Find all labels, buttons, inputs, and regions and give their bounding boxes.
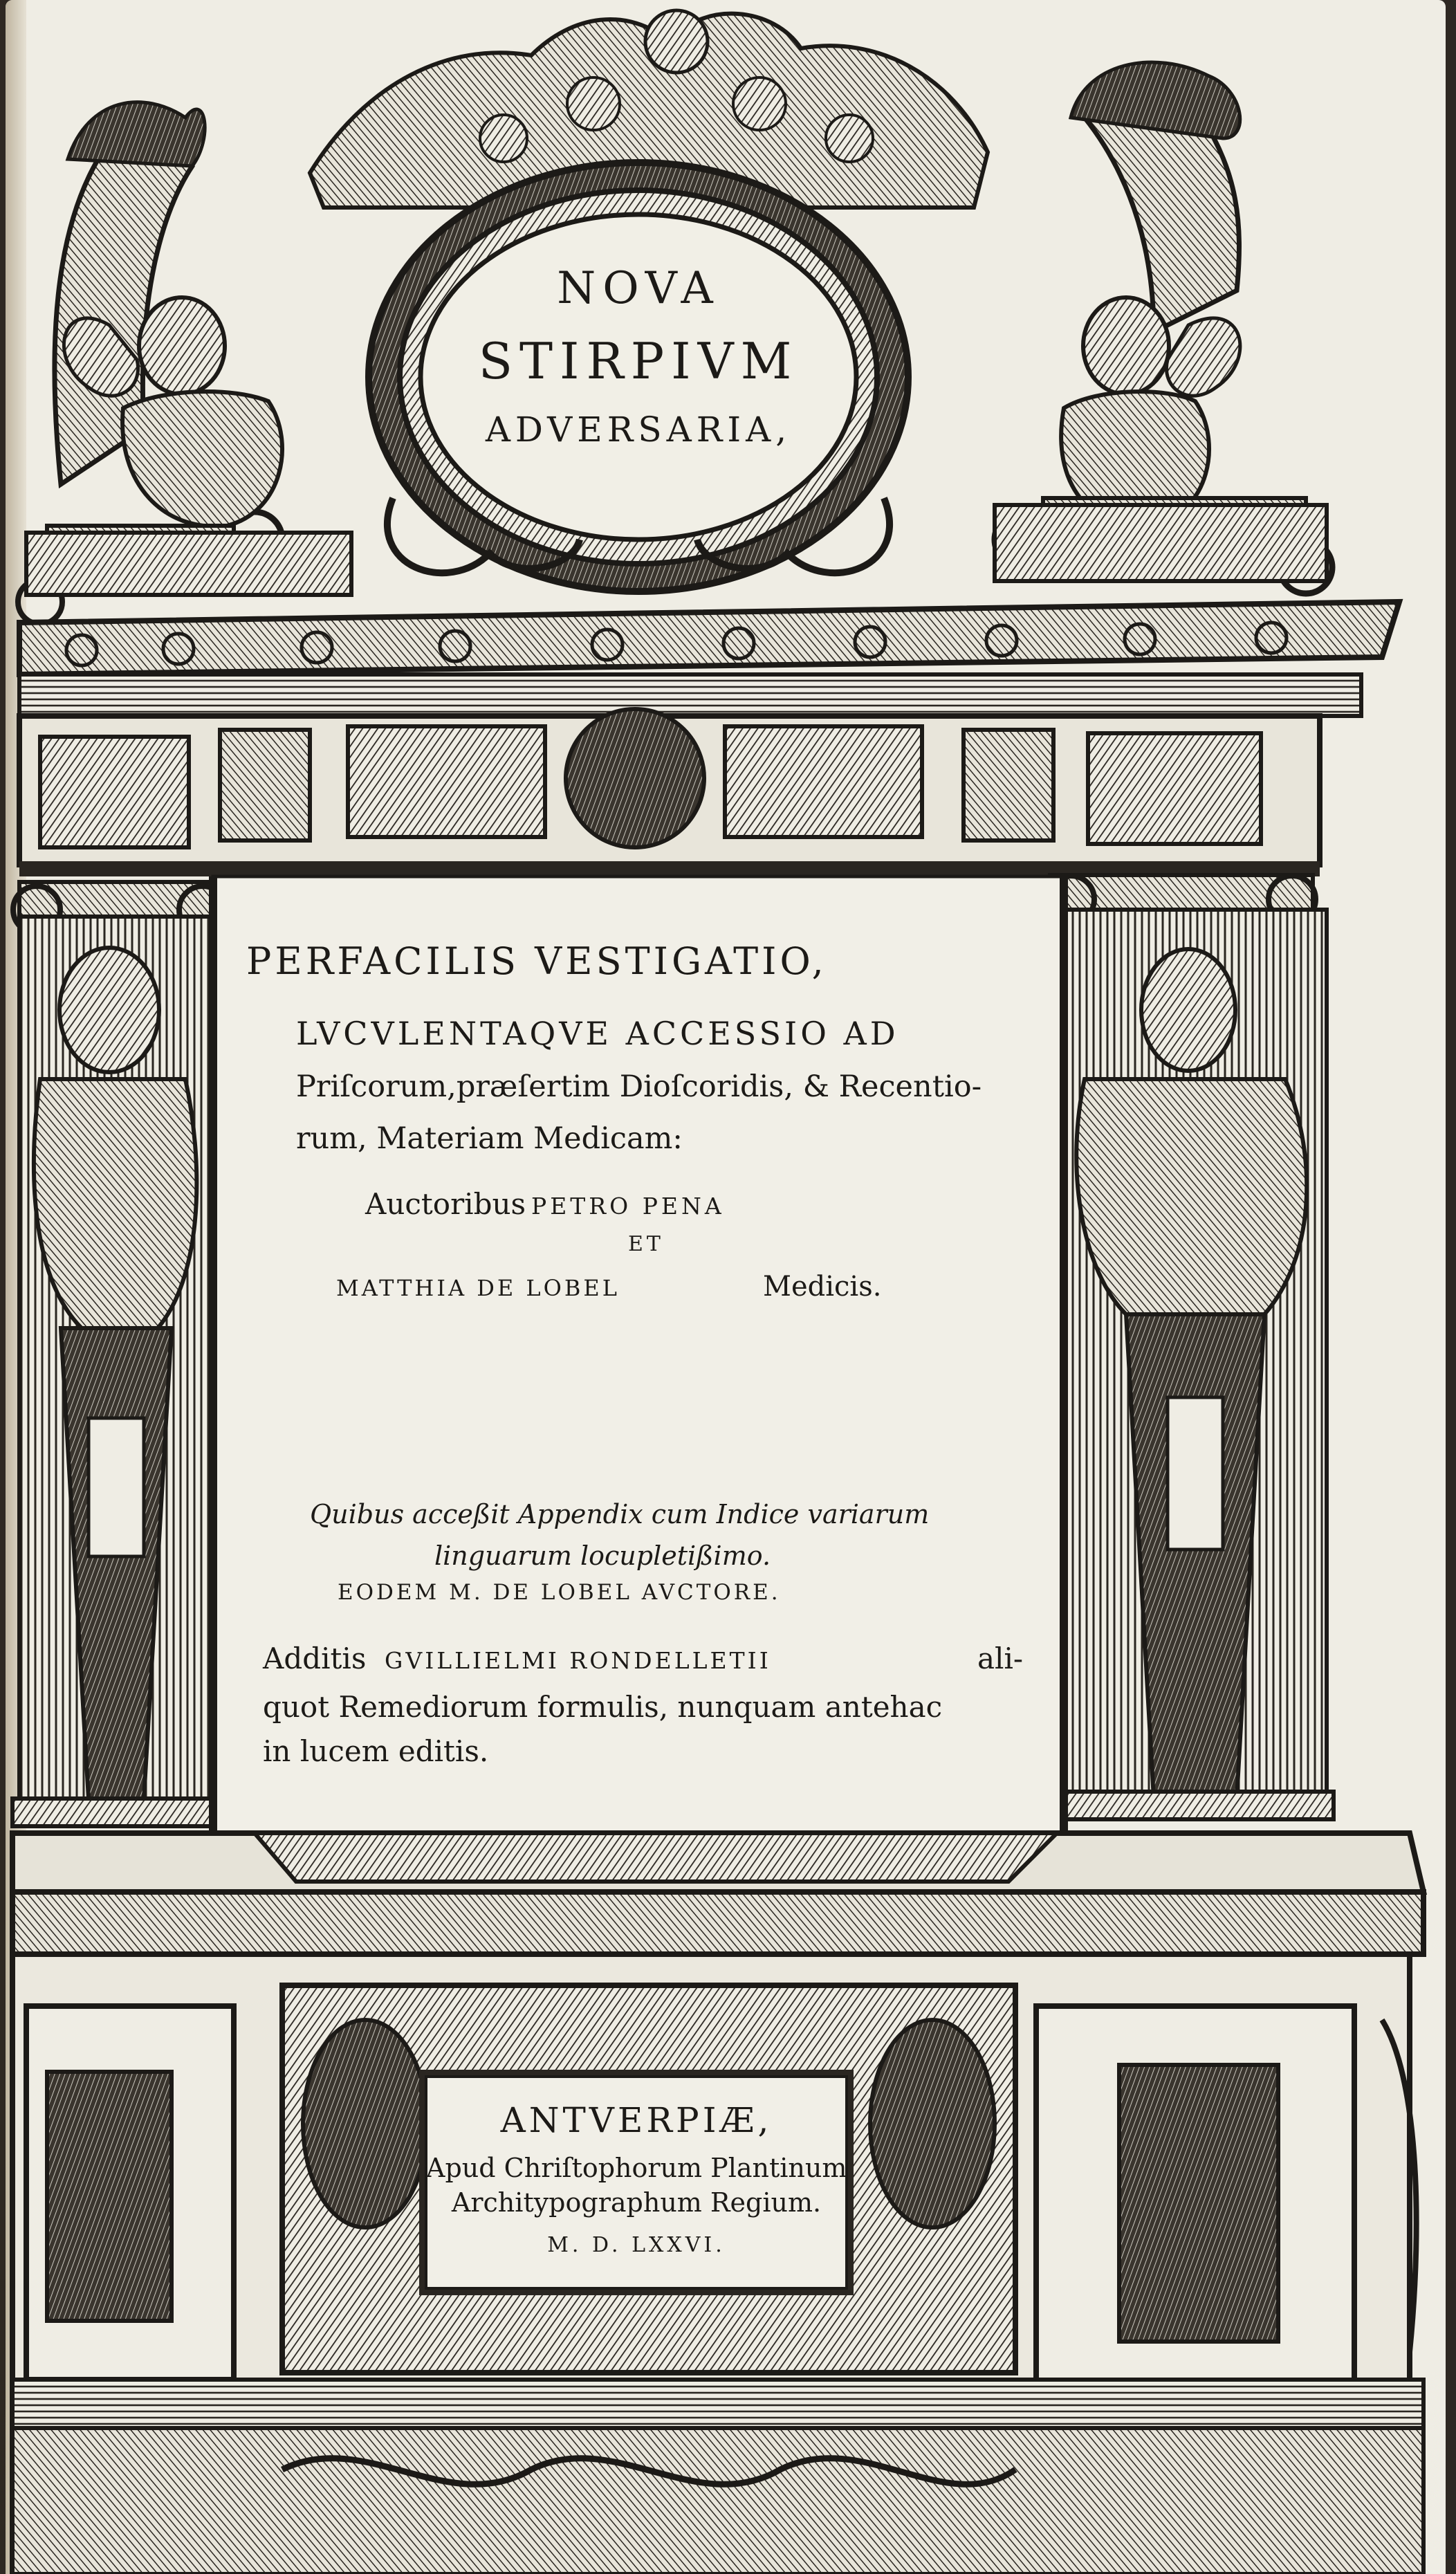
appendix2-text: linguarum locupletißimo. — [434, 1541, 771, 1571]
authors-prefix: Auctoribus — [365, 1187, 526, 1221]
medicis-text: Medicis. — [763, 1271, 882, 1303]
imprint-year: M. D. LXXVI. — [547, 2233, 726, 2257]
additis3-text: in lucem editis. — [263, 1734, 489, 1768]
ledge — [12, 1833, 1423, 1954]
additis2-text: quot Remediorum formulis, nunquam antehac — [263, 1690, 943, 1724]
title-line-stirpium: STIRPIVM — [478, 332, 799, 390]
line2-text: LVCVLENTAQVE ACCESSIO AD — [296, 1015, 899, 1052]
heading-text: PERFACILIS VESTIGATIO, — [246, 939, 827, 983]
title-line-adversaria: ADVERSARIA, — [485, 410, 792, 450]
title-page — [6, 0, 1446, 2574]
eodem-text: EODEM M. DE LOBEL AVCTORE. — [338, 1580, 781, 1605]
title-line-nova: NOVA — [557, 263, 720, 314]
cartouche-title — [421, 228, 856, 526]
imprint-city: ANTVERPIÆ, — [500, 2100, 773, 2140]
imprint-title: Architypographum Regium. — [451, 2187, 822, 2218]
line3-text: Priſcorum,præſertim Dioſcoridis, & Recentio- — [296, 1069, 982, 1104]
rondelet-text: GVILLIELMI RONDELLETII — [385, 1647, 771, 1674]
additis-prefix: Additis — [263, 1642, 367, 1675]
imprint-tablet — [426, 2077, 847, 2288]
entablature — [19, 602, 1399, 876]
right-column — [1029, 875, 1334, 1819]
line4-text: rum, Materiam Medicam: — [296, 1121, 683, 1156]
author1-text: PETRO PENA — [531, 1193, 725, 1220]
appendix1-text: Quibus acceßit Appendix cum Indice variarum — [310, 1499, 930, 1529]
imprint-printer: Apud Chriſtophorum Plantinum — [426, 2153, 847, 2183]
author2-text: MATTHIA DE LOBEL — [336, 1275, 620, 1301]
additis-suffix: ali- — [977, 1642, 1024, 1675]
et-text: ET — [628, 1232, 664, 1256]
